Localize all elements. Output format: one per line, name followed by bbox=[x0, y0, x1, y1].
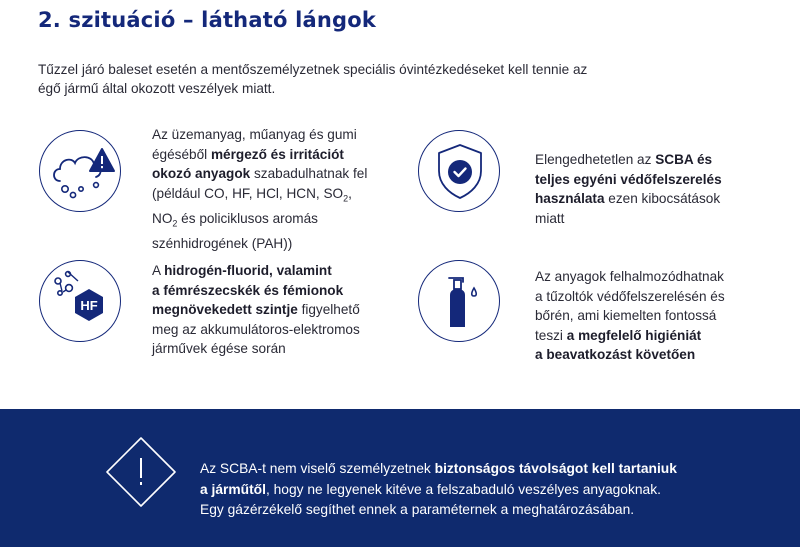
safety-distance-banner bbox=[0, 409, 800, 547]
intro-paragraph: Tűzzel járó baleset esetén a mentőszemélyzetnek speciális óvintézkedéseket kell tennie az égő jármű által okozott veszélyek miatt. bbox=[38, 62, 588, 96]
soap-dispenser-icon bbox=[418, 260, 500, 342]
hf-hazard-text: A hidrogén-fluorid, valamint a fémrészecskék és fémionok megnövekedett szintje figyelhető meg az akkumulátoros-elektromos járművek égése során bbox=[152, 263, 360, 357]
shield-check-icon bbox=[418, 130, 500, 212]
banner-text: Az SCBA-t nem viselő személyzetnek biztonságos távolságot kell tartaniuk a járműtől, hogy ne legyenek kitéve a felszabaduló veszélyes anyagoknak. Egy gázérzékelő segíthet ennek a paraméternek a meghatározásában. bbox=[200, 461, 677, 517]
diamond-exclamation-icon bbox=[103, 434, 179, 510]
smoke-cloud-warning-icon bbox=[39, 130, 121, 212]
hf-molecule-icon bbox=[39, 260, 121, 342]
hf-badge-label: HF bbox=[80, 298, 98, 313]
hygiene-text: Az anyagok felhalmozódhatnak a tűzoltók védőfelszerelésén és bőrén, ami kiemelten fontossá teszi a megfelelő higiéniát a beavatkozást követően bbox=[535, 269, 725, 363]
scba-requirement-text: Elengedhetetlen az SCBA és teljes egyéni védőfelszerelés használata ezen kibocsátások miatt bbox=[535, 152, 722, 226]
page-title: 2. szituáció – látható lángok bbox=[38, 8, 377, 32]
smoke-hazard-text: Az üzemanyag, műanyag és gumi égéséből mérgező és irritációt okozó anyagok szabadulhatnak fel (például CO, HF, HCl, HCN, $SO_2$, $NO_2$ és policiklusos aromás szénhidrogének (PAH)) bbox=[152, 127, 368, 252]
